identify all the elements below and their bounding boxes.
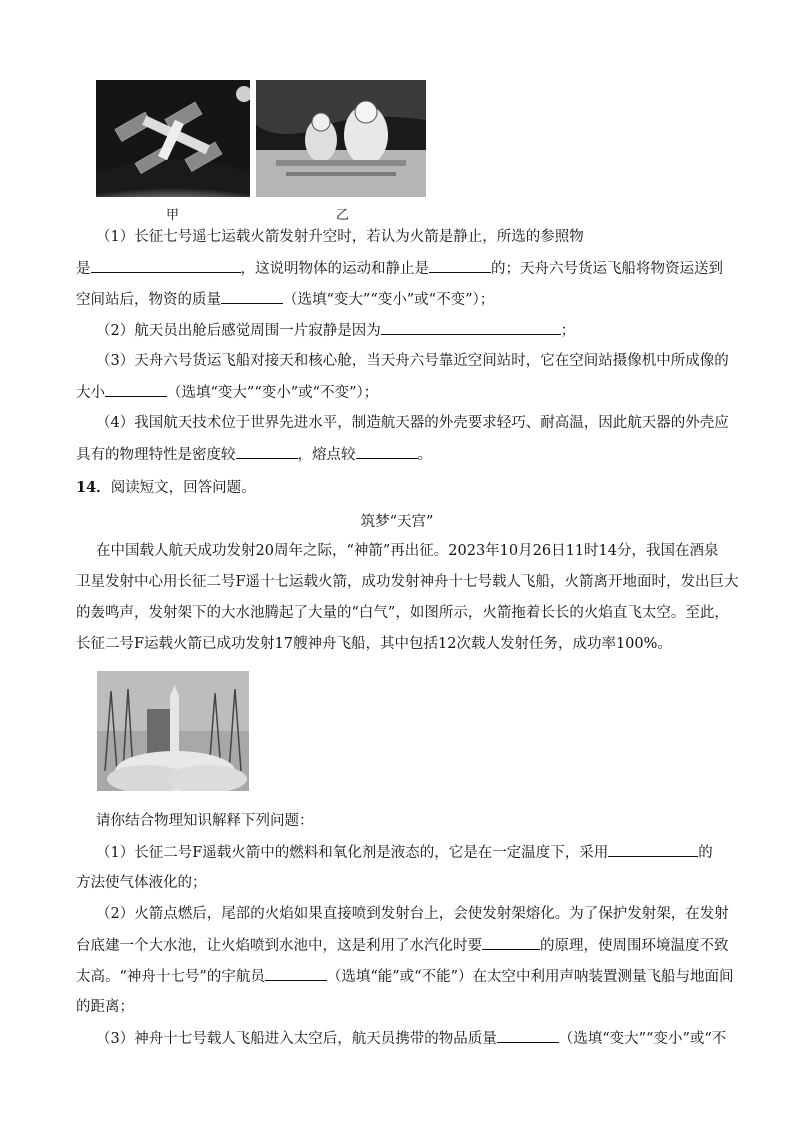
- passage-line-1: 在中国载人航天成功发射20周年之际，“神箭”再出征。2023年10月26日11时14分，我国在酒泉: [96, 543, 719, 559]
- astronaut-illustration: [256, 80, 426, 197]
- figure-label-yi: 乙: [336, 208, 350, 223]
- q13-part4-line1: （4）我国航天技术位于世界先进水平，制造航天器的外壳要求轻巧、耐高温，因此航天器的外壳应: [96, 415, 729, 431]
- answer-blank[interactable]: [608, 842, 698, 857]
- q13-part4-line2: 具有的物理特性是密度较 ，熔点较 。: [76, 444, 736, 465]
- q13-part3-line1: （3）天舟六号货运飞船对接天和核心舱，当天舟六号靠近空间站时，它在空间站摄像机中所成像的: [96, 353, 729, 369]
- answer-blank[interactable]: [429, 258, 491, 273]
- answer-blank[interactable]: [91, 258, 241, 273]
- q13-part1-line3: 空间站后，物资的质量 （选填“变大”“变小”或“不变”）；: [76, 289, 736, 310]
- q14-part2-line3: 太高。“神舟十七号”的宇航员 （选填“能”或“不能”）在太空中利用声呐装置测量飞船与地面间: [76, 966, 736, 987]
- q13-part1-line2: 是 ，这说明物体的运动和静止是 的；天舟六号货运飞船将物资运送到: [76, 258, 736, 279]
- rocket-launch-image: [97, 671, 249, 791]
- figure-label-jia: 甲: [166, 208, 180, 223]
- passage-line-3: 的轰鸣声，发射架下的大水池腾起了大量的“白气”，如图所示，火箭拖着长长的火焰直飞太空。至此，: [76, 605, 729, 621]
- q14-part2-line1: （2）火箭点燃后，尾部的火焰如果直接喷到发射台上，会使发射架熔化。为了保护发射架，在发射: [96, 906, 729, 922]
- answer-blank[interactable]: [356, 444, 418, 459]
- q14-part3-line1: （3）神舟十七号载人飞船进入太空后，航天员携带的物品质量 （选填“变大”“变小”或“不: [96, 1028, 756, 1049]
- space-station-illustration: [96, 80, 250, 197]
- passage-line-4: 长征二号F运载火箭已成功发射17艘神舟飞船，其中包括12次载人发射任务，成功率100%。: [76, 636, 672, 652]
- passage-title: 筑梦“天宫”: [360, 514, 434, 530]
- q14-part1-line1: （1）长征二号F遥载火箭中的燃料和氧化剂是液态的，它是在一定温度下，采用 的: [96, 842, 756, 863]
- space-station-image: [96, 80, 250, 197]
- q14-part1-line2: 方法使气体液化的；: [76, 875, 207, 891]
- q13-part1-line1: （1）长征七号遥七运载火箭发射升空时，若认为火箭是静止，所选的参照物: [96, 229, 584, 245]
- astronaut-image: [256, 80, 426, 197]
- rocket-launch-illustration: [97, 671, 249, 791]
- q13-part2: （2）航天员出舱后感觉周围一片寂静是因为 ；: [96, 320, 756, 341]
- answer-blank[interactable]: [482, 935, 540, 950]
- q14-header: 14．阅读短文，回答问题。: [76, 479, 256, 496]
- answer-blank[interactable]: [381, 320, 561, 335]
- q14-part2-line4: 的距离；: [76, 999, 134, 1015]
- q14-prompt: 请你结合物理知识解释下列问题：: [96, 813, 314, 829]
- q13-part3-line2: 大小 （选填“变大”“变小”或“不变”）；: [76, 382, 736, 403]
- answer-blank[interactable]: [221, 289, 283, 304]
- answer-blank[interactable]: [497, 1028, 559, 1043]
- q14-part2-line2: 台底建一个大水池，让火焰喷到水池中，这是利用了水汽化时要 的原理，使周围环境温度不致: [76, 935, 736, 956]
- answer-blank[interactable]: [105, 382, 167, 397]
- answer-blank[interactable]: [236, 444, 298, 459]
- question-number: 14．: [76, 479, 111, 496]
- answer-blank[interactable]: [265, 966, 327, 981]
- passage-line-2: 卫星发射中心用长征二号F遥十七运载火箭，成功发射神舟十七号载人飞船，火箭离开地面时，发出巨大: [76, 574, 739, 590]
